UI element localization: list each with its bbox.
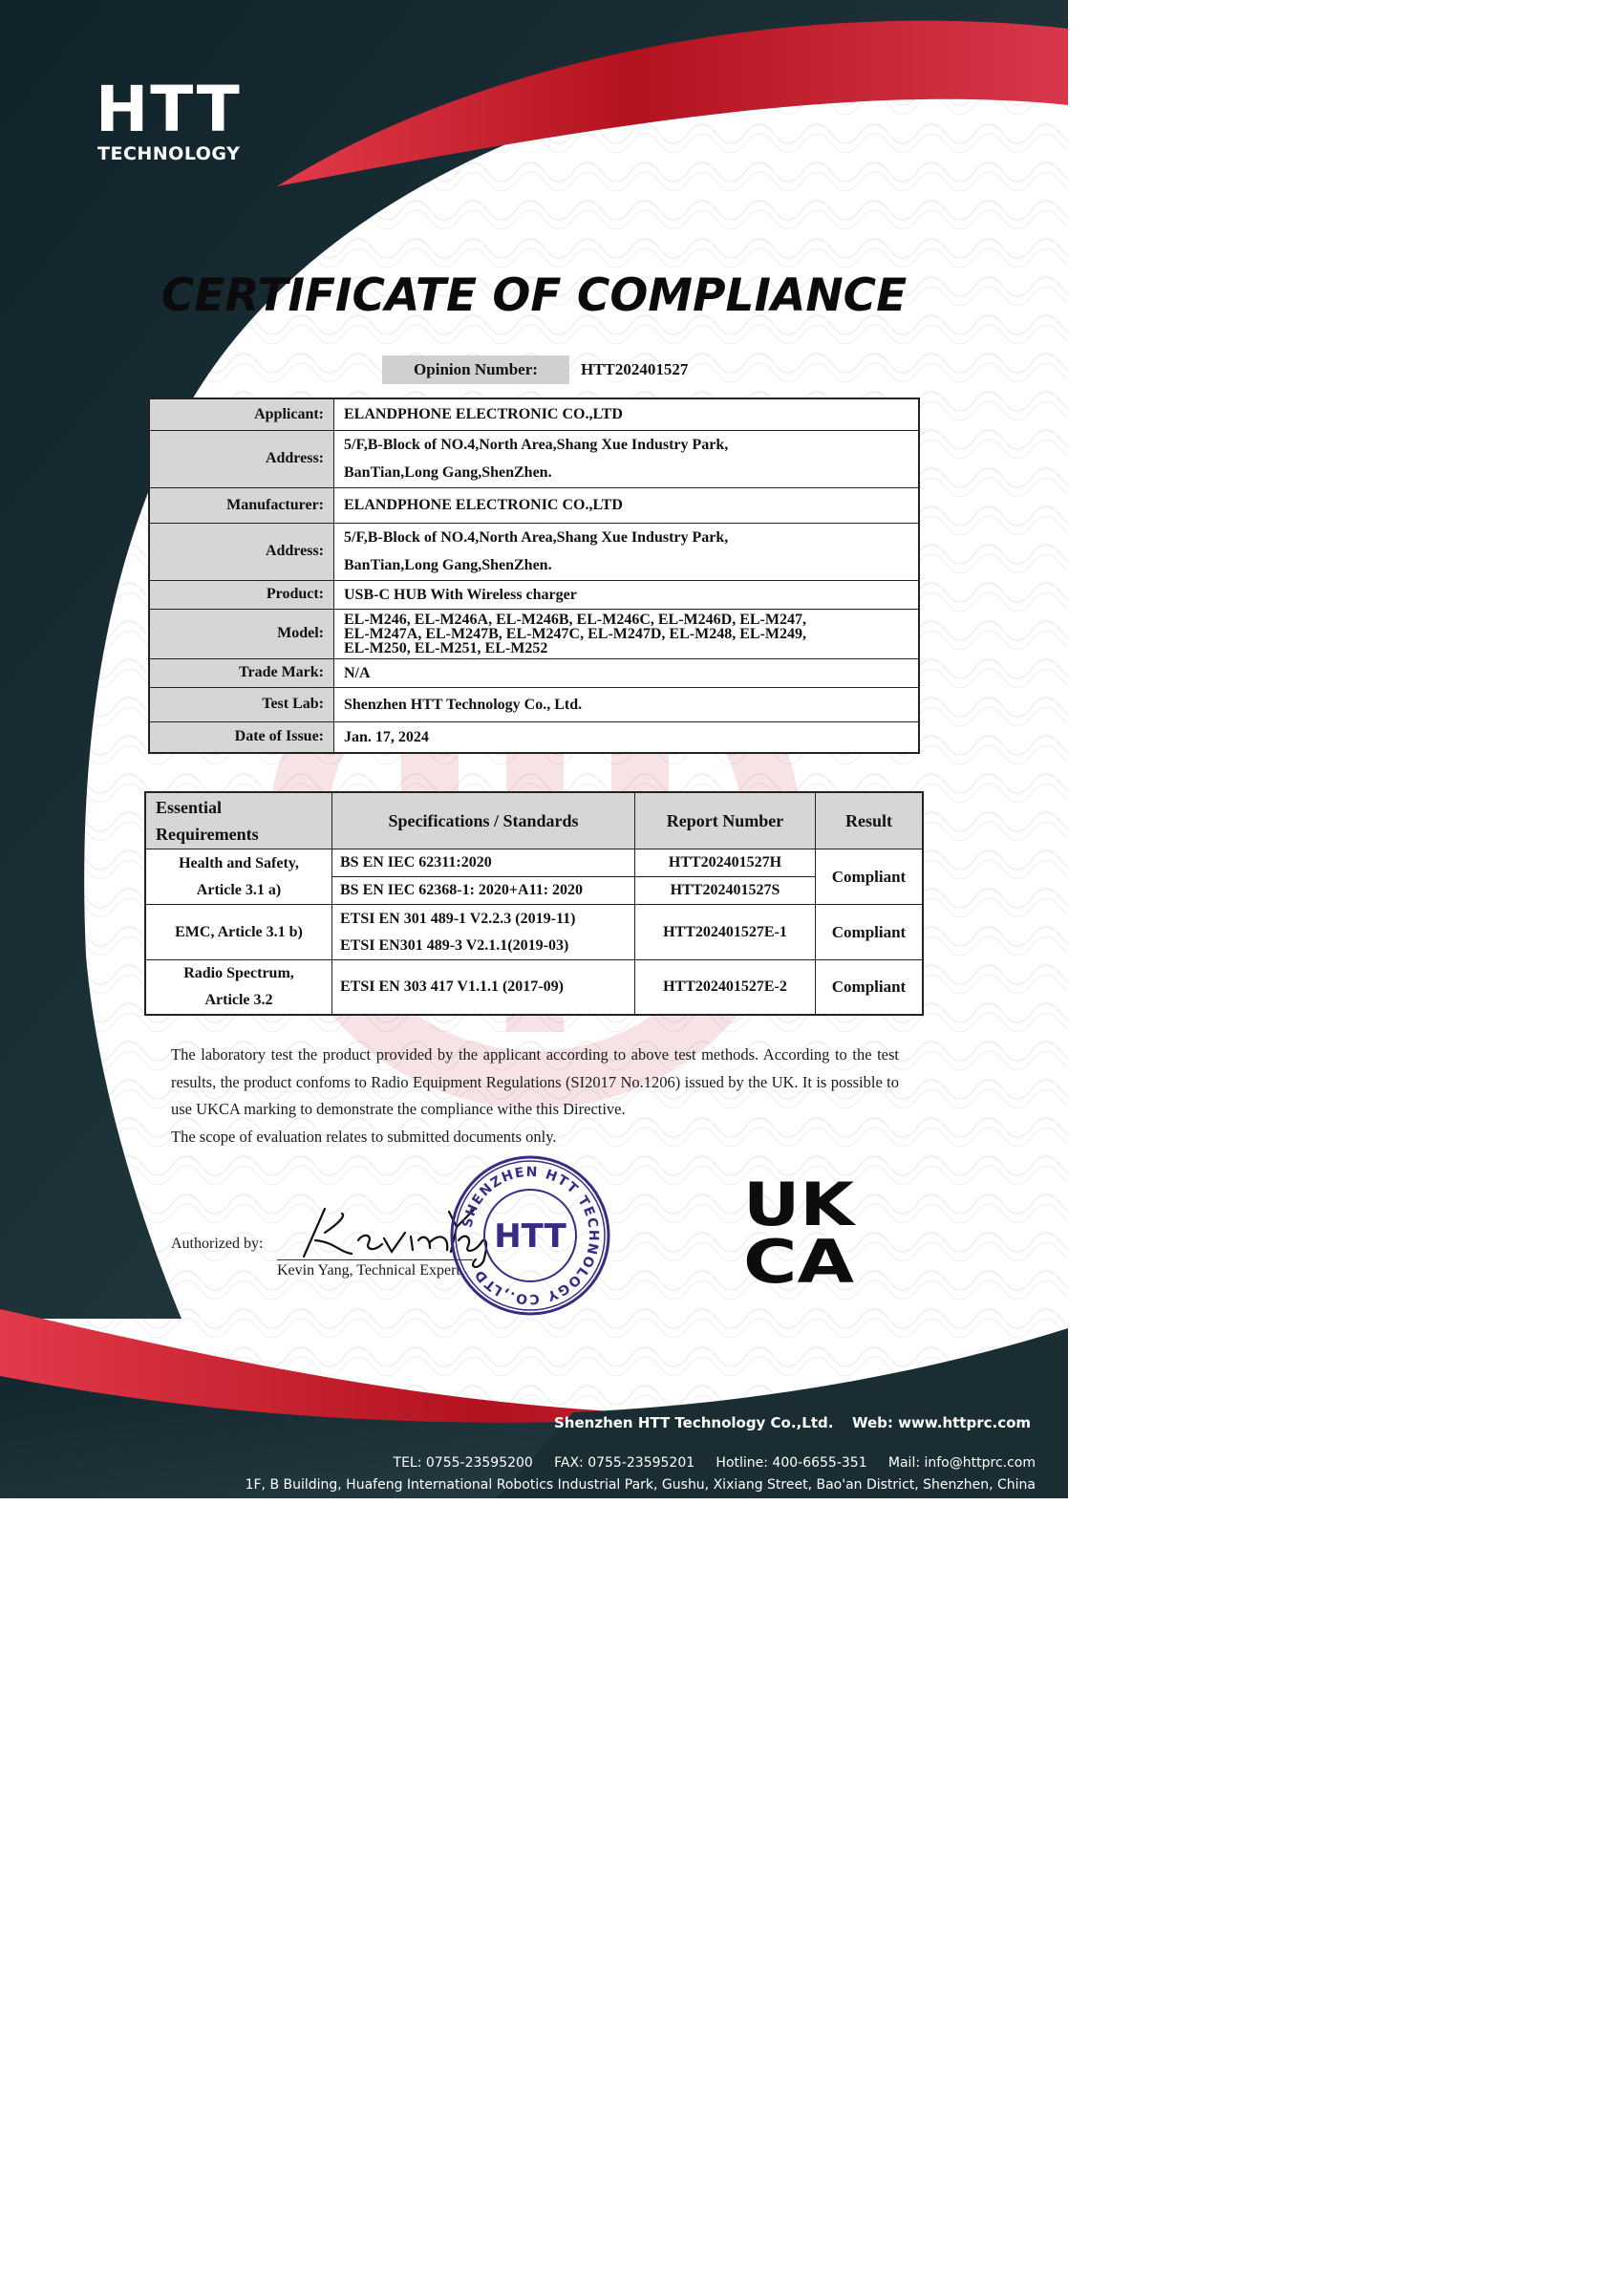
info-row-product <box>149 580 919 609</box>
category-line1: Radio Spectrum, <box>183 965 294 981</box>
footer-website[interactable]: Web: www.httprc.com <box>852 1414 1032 1431</box>
model-line2: EL-M247A, EL-M247B, EL-M247C, EL-M247D, EL-M248, EL-M249, <box>344 625 806 642</box>
category-line2: Article 3.1 a) <box>196 881 282 898</box>
standard-line2: ETSI EN301 489-3 V2.1.1(2019-03) <box>340 936 569 954</box>
applicant-address-label: Address: <box>149 430 334 487</box>
table-row <box>145 960 923 1016</box>
statement-paragraph: The laboratory test the product provided by the applicant according to above test methods. According to the test results, the product confoms to Radio Equipment Regulations (SI2017 No.1206) issued by the UK. It is possible to use UKCA marking to demonstrate the compliance withe this Directive. <box>171 1045 899 1118</box>
footer-hotline: Hotline: 400-6655-351 <box>716 1455 867 1471</box>
certificate-title: CERTIFICATE OF COMPLIANCE <box>160 269 908 322</box>
manufacturer-address-value <box>334 523 920 580</box>
result-cell: Compliant <box>816 849 924 905</box>
info-row-manufacturer <box>149 487 919 523</box>
footer-tel: TEL: 0755-23595200 <box>393 1455 533 1471</box>
essential-header-line1: Essential <box>156 798 223 817</box>
standard-line1: ETSI EN 301 489-1 V2.2.3 (2019-11) <box>340 910 576 927</box>
opinion-number-value: HTT202401527 <box>581 360 689 378</box>
category-line2: Article 3.2 <box>204 992 273 1008</box>
svg-text:UK: UK <box>743 1175 856 1239</box>
info-row-trade-mark <box>149 658 919 687</box>
manufacturer-address-line2: BanTian,Long Gang,ShenZhen. <box>344 557 552 573</box>
trade-mark-label: Trade Mark: <box>149 658 334 687</box>
signature-line <box>277 1259 473 1260</box>
info-row-manufacturer-address <box>149 523 919 580</box>
htt-logo-text: HTT <box>96 73 242 146</box>
svg-text:HTT: HTT <box>494 1217 566 1256</box>
htt-logo-subtitle: TECHNOLOGY <box>97 143 241 164</box>
standard-cell: BS EN IEC 62368-1: 2020+A11: 2020 <box>332 877 635 905</box>
manufacturer-label: Manufacturer: <box>149 487 334 523</box>
health-safety-category <box>145 849 332 905</box>
table-row <box>145 849 923 877</box>
manufacturer-value: ELANDPHONE ELECTRONIC CO.,LTD <box>334 487 920 523</box>
applicant-address-line1: 5/F,B-Block of NO.4,North Area,Shang Xue Industry Park, <box>344 437 729 453</box>
standard-cell <box>332 905 635 960</box>
report-number-cell: HTT202401527H <box>635 849 816 877</box>
info-row-date-of-issue <box>149 721 919 753</box>
applicant-label: Applicant: <box>149 398 334 430</box>
date-of-issue-value: Jan. 17, 2024 <box>334 721 920 753</box>
info-row-test-lab <box>149 687 919 721</box>
signatory-name: Kevin Yang, Technical Expert <box>277 1262 460 1279</box>
radio-spectrum-category <box>145 960 332 1016</box>
info-row-applicant <box>149 398 919 430</box>
certificate-info-table <box>148 398 920 754</box>
footer-mail[interactable]: Mail: info@httprc.com <box>887 1455 1036 1471</box>
emc-category: EMC, Article 3.1 b) <box>145 905 332 960</box>
report-number-cell: HTT202401527S <box>635 877 816 905</box>
standard-cell: BS EN IEC 62311:2020 <box>332 849 635 877</box>
footer-contact-line <box>394 1455 1036 1471</box>
footer-address: 1F, B Building, Huafeng International Robotics Industrial Park, Gushu, Xixiang Street, Bao'an District, Shenzhen, China <box>245 1477 1036 1493</box>
official-stamp <box>449 1154 611 1317</box>
svg-text:CA: CA <box>743 1227 855 1288</box>
trade-mark-value: N/A <box>334 658 920 687</box>
applicant-address-value <box>334 430 920 487</box>
footer-company-name: Shenzhen HTT Technology Co.,Ltd. <box>554 1414 834 1431</box>
footer-fax: FAX: 0755-23595201 <box>554 1455 695 1471</box>
essential-header-line2: Requirements <box>156 825 259 844</box>
standard-cell: ETSI EN 303 417 V1.1.1 (2017-09) <box>332 960 635 1016</box>
opinion-number-label: Opinion Number: <box>382 355 569 384</box>
table-row <box>145 905 923 960</box>
report-number-header: Report Number <box>635 792 816 849</box>
model-value <box>334 609 920 658</box>
result-header: Result <box>816 792 924 849</box>
manufacturer-address-line1: 5/F,B-Block of NO.4,North Area,Shang Xue Industry Park, <box>344 529 729 546</box>
category-line1: Health and Safety, <box>179 854 299 871</box>
product-label: Product: <box>149 580 334 609</box>
ukca-mark <box>743 1175 856 1288</box>
standards-header: Specifications / Standards <box>332 792 635 849</box>
test-lab-value: Shenzhen HTT Technology Co., Ltd. <box>334 687 920 721</box>
svg-text:SHENZHEN HTT TECHNOLOGY CO.,LT: SHENZHEN HTT TECHNOLOGY CO.,LTD <box>459 1164 602 1307</box>
date-of-issue-label: Date of Issue: <box>149 721 334 753</box>
test-lab-label: Test Lab: <box>149 687 334 721</box>
model-line3: EL-M250, EL-M251, EL-M252 <box>344 639 548 656</box>
info-row-applicant-address <box>149 430 919 487</box>
model-label: Model: <box>149 609 334 658</box>
applicant-value: ELANDPHONE ELECTRONIC CO.,LTD <box>334 398 920 430</box>
model-line1: EL-M246, EL-M246A, EL-M246B, EL-M246C, EL-M246D, EL-M247, <box>344 611 806 628</box>
report-number-cell: HTT202401527E-1 <box>635 905 816 960</box>
info-row-model <box>149 609 919 658</box>
manufacturer-address-label: Address: <box>149 523 334 580</box>
requirements-header-row <box>145 792 923 849</box>
applicant-address-line2: BanTian,Long Gang,ShenZhen. <box>344 464 552 481</box>
requirements-table <box>144 791 924 1016</box>
result-cell: Compliant <box>816 905 924 960</box>
essential-requirements-header <box>145 792 332 849</box>
compliance-statement <box>171 1042 899 1150</box>
product-value: USB-C HUB With Wireless charger <box>334 580 920 609</box>
report-number-cell: HTT202401527E-2 <box>635 960 816 1016</box>
authorized-by-label: Authorized by: <box>171 1236 264 1252</box>
statement-scope: The scope of evaluation relates to submitted documents only. <box>171 1127 557 1146</box>
result-cell: Compliant <box>816 960 924 1016</box>
